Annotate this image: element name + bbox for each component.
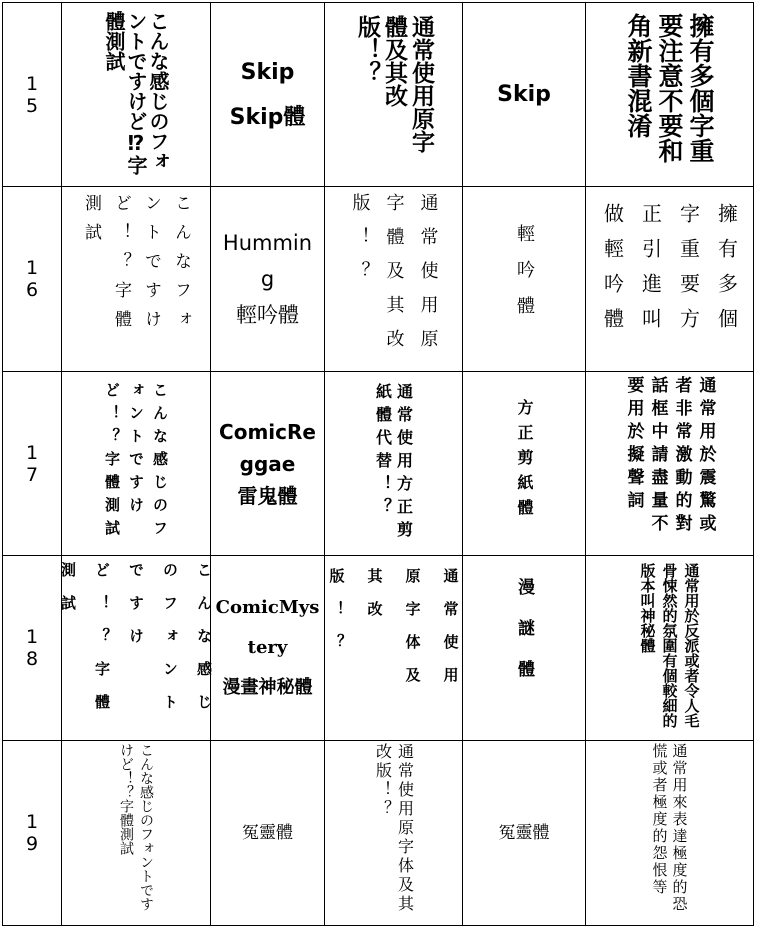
table-row bbox=[3, 556, 754, 741]
row-number-cell bbox=[3, 187, 62, 372]
row-number-digit: 6 bbox=[25, 279, 39, 301]
table-row bbox=[3, 187, 754, 372]
chinese-sample-text: 通常使用方正剪紙體代替！？ bbox=[373, 382, 414, 544]
usage-note-cell bbox=[586, 741, 754, 926]
font-name-text: 漫謎體 bbox=[514, 578, 534, 701]
row-number-digit: 1 bbox=[25, 257, 39, 279]
row-number-digit: 5 bbox=[25, 94, 39, 117]
font-name-text: 冤靈體 bbox=[498, 823, 550, 843]
chinese-sample-cell bbox=[325, 741, 463, 926]
chinese-sample-text: 通常使用原字体及其改版！？ bbox=[373, 743, 415, 914]
font-label-line: 輕吟體 bbox=[236, 303, 299, 327]
font-name-cell bbox=[463, 372, 586, 556]
chinese-sample-cell bbox=[325, 372, 463, 556]
font-label-cell bbox=[211, 3, 325, 187]
font-label-cell bbox=[211, 372, 325, 556]
usage-note-cell bbox=[586, 187, 754, 372]
font-comparison-table bbox=[2, 2, 754, 926]
row-number-digit: 1 bbox=[25, 626, 39, 648]
chinese-sample-text: 通常使用原字体及其改版！？ bbox=[327, 568, 460, 700]
row-number-digit: 8 bbox=[25, 648, 39, 670]
row-number-cell bbox=[3, 372, 62, 556]
font-label-line: 雷鬼體 bbox=[237, 483, 298, 508]
font-name-cell bbox=[463, 187, 586, 372]
japanese-sample-text: こんなフォントですけど！？字體測試 bbox=[81, 194, 191, 339]
chinese-sample-text: 通常使用原字體及其改版！？ bbox=[349, 193, 439, 363]
font-label-cell bbox=[211, 741, 325, 926]
japanese-sample-cell bbox=[62, 3, 211, 187]
font-label-line: tery bbox=[247, 637, 288, 658]
japanese-sample-cell bbox=[62, 187, 211, 372]
usage-note-text: 擁有多個字重要方正引進叫做輕吟體 bbox=[600, 203, 739, 343]
chinese-sample-text: 通常使用原字體及其改版！？ bbox=[354, 14, 434, 153]
font-label-line: ComicRe bbox=[219, 419, 316, 444]
row-number-digit: 7 bbox=[25, 463, 39, 486]
font-label-line: Skip體 bbox=[229, 104, 306, 130]
font-name-text: 方正剪紙體 bbox=[515, 398, 534, 524]
usage-note-text: 通常用來表達極度的恐慌或者極度的怨恨等 bbox=[650, 743, 689, 913]
font-name-cell bbox=[463, 556, 586, 741]
row-number-cell bbox=[3, 741, 62, 926]
font-label-cell bbox=[211, 187, 325, 372]
font-label-line: 冤靈體 bbox=[242, 823, 293, 843]
usage-note-cell bbox=[586, 372, 754, 556]
font-label-line: Skip bbox=[240, 59, 295, 85]
row-number-digit: 1 bbox=[25, 441, 39, 464]
usage-note-text: 擁有多個字重要注意不要和角新書混淆 bbox=[624, 12, 715, 163]
font-label-line: ggae bbox=[239, 451, 296, 476]
japanese-sample-text: こんな感じのフォントですけど！？字體測試 bbox=[103, 381, 169, 543]
usage-note-cell bbox=[586, 3, 754, 187]
table-row bbox=[3, 741, 754, 926]
japanese-sample-text: こんな感じのフォントですけど！？字體測試 bbox=[59, 562, 213, 727]
japanese-sample-cell bbox=[62, 372, 211, 556]
row-number-digit: 9 bbox=[25, 833, 39, 855]
font-label-line: ComicMys bbox=[215, 597, 320, 618]
table-row bbox=[3, 3, 754, 187]
font-label-cell bbox=[211, 556, 325, 741]
japanese-sample-text: こんな感じのフォントですけど！？字體測試 bbox=[118, 743, 154, 911]
japanese-sample-text: こんな感じのフォントですけど⁉字體測試 bbox=[102, 10, 170, 175]
font-name-cell bbox=[463, 3, 586, 187]
chinese-sample-cell bbox=[325, 556, 463, 741]
usage-note-text: 通常用於震驚或者非常激動的對話框中請盡量不要用於擬聲詞 bbox=[623, 375, 716, 537]
row-number-cell bbox=[3, 3, 62, 187]
font-label-line: g bbox=[260, 267, 275, 291]
font-label-line: Hummin bbox=[222, 231, 313, 255]
row-number-digit: 1 bbox=[25, 72, 39, 95]
row-number-digit: 1 bbox=[25, 811, 39, 833]
table-row bbox=[3, 372, 754, 556]
font-name-text: 輕吟體 bbox=[514, 224, 535, 332]
chinese-sample-cell bbox=[325, 3, 463, 187]
japanese-sample-cell bbox=[59, 556, 213, 741]
font-label-line: 漫畫神秘體 bbox=[222, 677, 313, 698]
japanese-sample-cell bbox=[62, 741, 211, 926]
font-name-text: Skip bbox=[497, 82, 551, 107]
chinese-sample-cell bbox=[325, 187, 463, 372]
font-name-cell bbox=[463, 741, 586, 926]
usage-note-cell bbox=[586, 556, 754, 741]
usage-note-text: 通常用於反派或者令人毛骨悚然的氛圍有個較細的版本叫神秘體 bbox=[638, 563, 701, 728]
